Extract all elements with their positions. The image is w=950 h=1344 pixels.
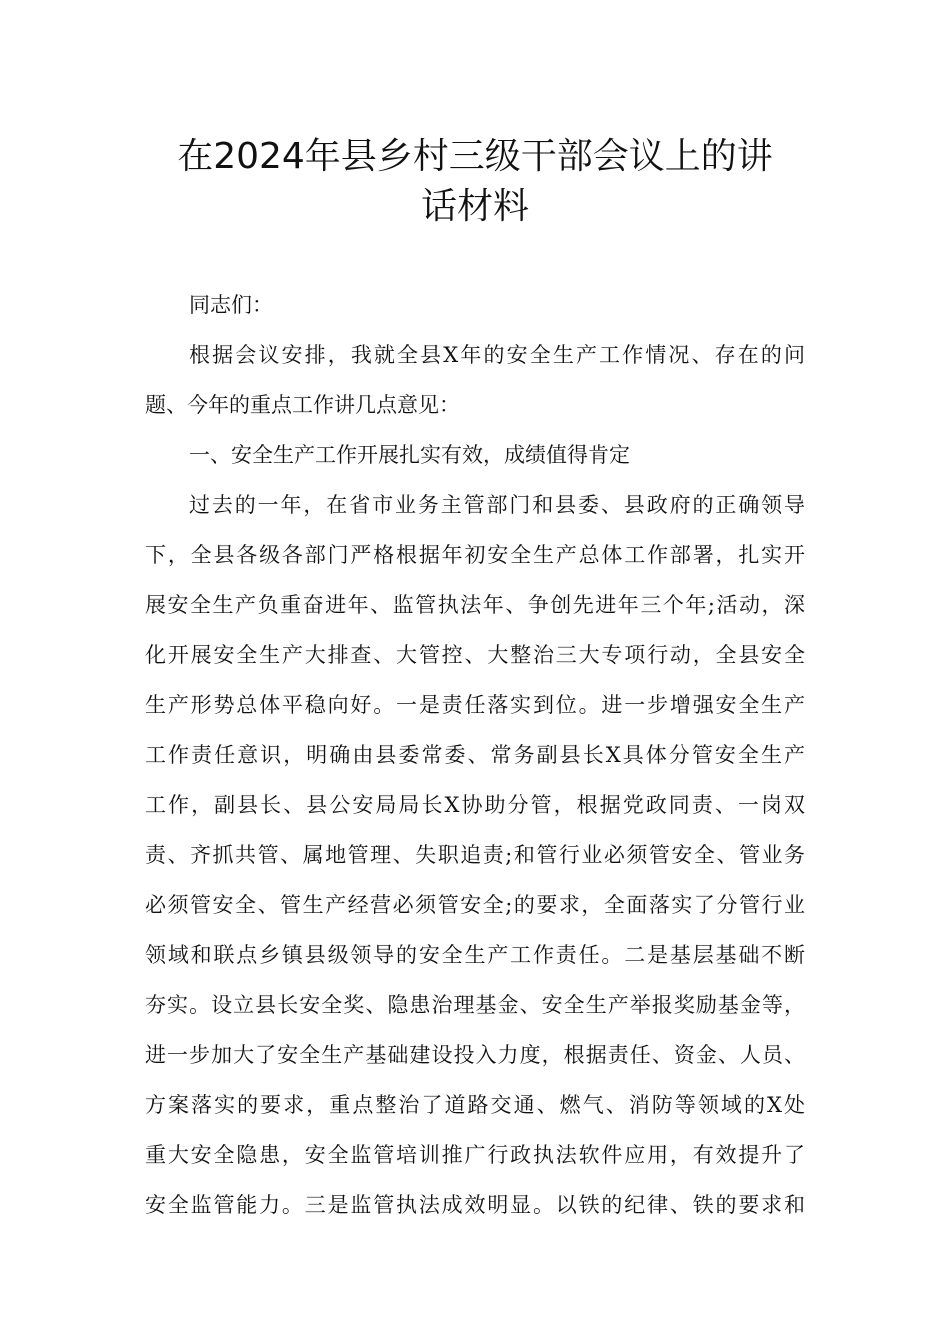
paragraph-line: 进一步加大了安全生产基础建设投入力度，根据责任、资金、人员、 xyxy=(145,1043,805,1067)
paragraph-line: 根据会议安排，我就全县X年的安全生产工作情况、存在的问 xyxy=(189,343,805,367)
paragraph-line: 领域和联点乡镇县级领导的安全生产工作责任。二是基层基础不断 xyxy=(145,943,805,967)
document-title-line-2: 话材料 xyxy=(420,186,529,227)
paragraph-line: 必须管安全、管生产经营必须管安全;的要求，全面落实了分管行业 xyxy=(145,893,805,917)
section-heading: 一、安全生产工作开展扎实有效，成绩值得肯定 xyxy=(189,443,630,467)
paragraph-line: 方案落实的要求，重点整治了道路交通、燃气、消防等领域的X处 xyxy=(145,1093,805,1117)
paragraph-line: 化开展安全生产大排查、大管控、大整治三大专项行动，全县安全 xyxy=(145,643,805,667)
paragraph-line: 安全监管能力。三是监管执法成效明显。以铁的纪律、铁的要求和 xyxy=(145,1193,805,1217)
paragraph-line: 生产形势总体平稳向好。一是责任落实到位。进一步增强安全生产 xyxy=(145,693,805,717)
salutation: 同志们： xyxy=(189,293,273,317)
paragraph-line: 夯实。设立县长安全奖、隐患治理基金、安全生产举报奖励基金等， xyxy=(145,993,805,1017)
paragraph-line: 题、今年的重点工作讲几点意见： xyxy=(145,393,460,417)
paragraph-line: 重大安全隐患，安全监管培训推广行政执法软件应用，有效提升了 xyxy=(145,1143,805,1167)
document-title-line-1: 在2024年县乡村三级干部会议上的讲 xyxy=(177,136,773,177)
paragraph-line: 展安全生产负重奋进年、监管执法年、争创先进年三个年;活动，深 xyxy=(145,593,805,617)
paragraph-line: 下，全县各级各部门严格根据年初安全生产总体工作部署，扎实开 xyxy=(145,543,805,567)
paragraph-line: 责、齐抓共管、属地管理、失职追责;和管行业必须管安全、管业务 xyxy=(145,843,805,867)
paragraph-line: 工作，副县长、县公安局局长X协助分管，根据党政同责、一岗双 xyxy=(145,793,805,817)
paragraph-line: 工作责任意识，明确由县委常委、常务副县长X具体分管安全生产 xyxy=(145,743,805,767)
document-body xyxy=(145,280,805,1230)
paragraph-line: 过去的一年，在省市业务主管部门和县委、县政府的正确领导 xyxy=(189,493,805,517)
